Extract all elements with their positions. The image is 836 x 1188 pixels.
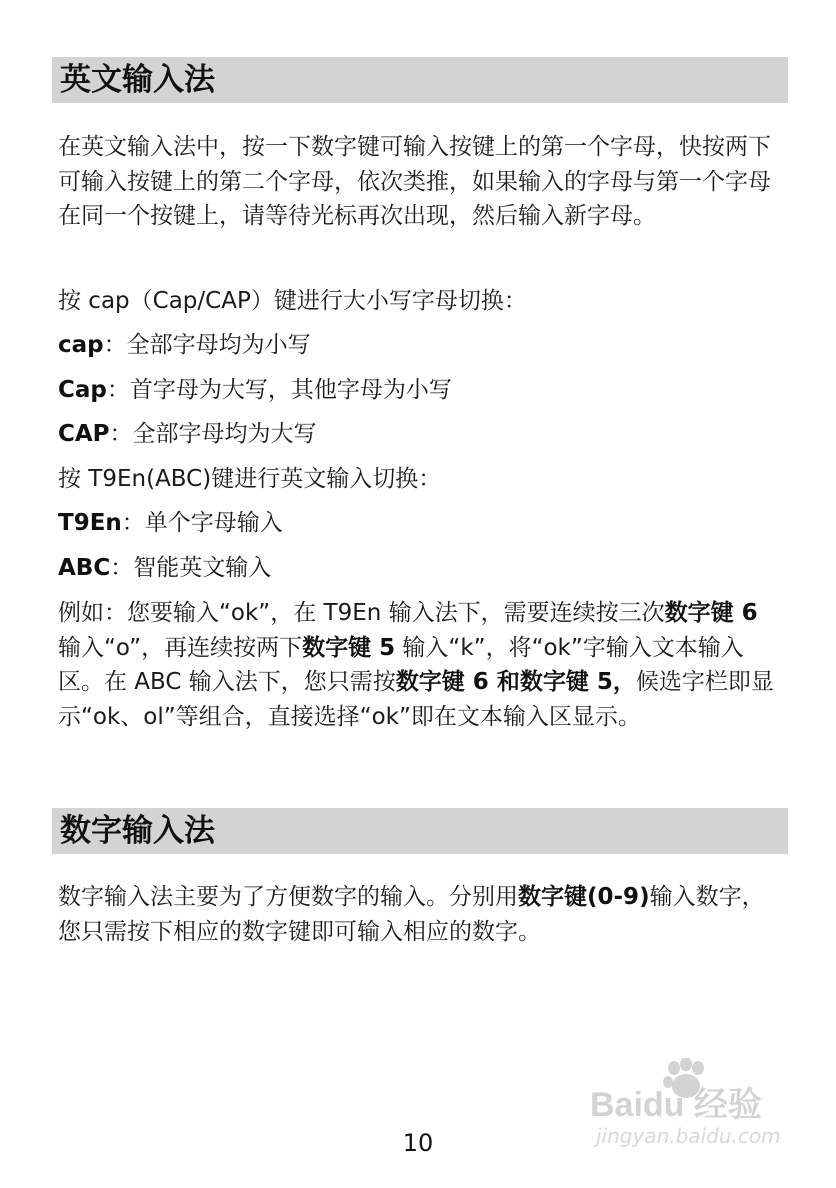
section-title: 数字输入法 [60,813,215,849]
mode-sep: ： [109,421,133,447]
example-paragraph [58,596,786,734]
mode-item-cap-first [58,375,452,405]
mode-sep: ： [121,510,145,536]
example-text: 例如：您要输入“ok”，在 T9En 输入法下，需要连续按三次 [58,600,665,626]
number-text: 输入数字，您只需按下相应的数字键即可输入相应的数字。 [58,884,765,945]
number-input-paragraph [58,880,786,949]
case-switch-line: 按 cap（Cap/CAP）键进行大小写字母切换： [58,288,527,314]
mode-item-cap-all [58,419,317,449]
mode-term: ABC [58,555,111,581]
intro-paragraph: 在英文输入法中，按一下数字键可输入按键上的第一个字母，快按两下可输入按键上的第二个字母，依次类推，如果输入的字母与第一个字母在同一个按键上，请等待光标再次出现，然后输入新字母。 [58,134,771,229]
example-key: 数字键 6 [664,600,758,626]
number-text: 数字输入法主要为了方便数字的输入。分别用 [58,884,518,910]
t9-mode-abc [58,553,271,583]
example-text: 输入“k”，将“ok”字输入文本输入区。在 ABC 输入法下，您只需按 [58,634,744,695]
watermark-logo-text: Baidu 经验 [590,1086,762,1122]
mode-desc: 单个字母输入 [144,510,283,536]
mode-desc: 全部字母均为小写 [126,332,311,358]
mode-term: Cap [58,377,107,403]
section-header-number-input [52,808,788,854]
example-text: 候选字栏即显示“ok、ol”等组合，直接选择“ok”即在文本输入区显示。 [58,669,774,730]
baidu-paw-logo [588,1058,798,1122]
example-text: 输入“o”，再连续按两下 [58,634,303,661]
mode-sep: ： [110,555,134,581]
section-header-english-input [52,57,788,103]
page-number: 10 [402,1129,434,1157]
t9-mode-t9en [58,508,283,538]
mode-term: cap [58,332,104,358]
example-key: 数字键 6 和数字键 5， [395,669,636,695]
mode-desc: 全部字母均为大写 [132,421,317,447]
mode-term: T9En [58,510,122,536]
t9-switch-line: 按 T9En(ABC)键进行英文输入切换： [58,466,442,492]
mode-term: CAP [58,421,110,447]
mode-desc: 首字母为大写，其他字母为小写 [129,377,452,403]
mode-desc: 智能英文输入 [133,555,272,581]
number-key: 数字键(0-9) [518,884,650,910]
watermark-url: jingyan.baidu.com [596,1124,781,1148]
mode-sep: ： [106,377,130,403]
example-key: 数字键 5 [302,634,396,661]
mode-sep: ： [103,332,127,358]
mode-item-cap [58,330,311,360]
section-title: 英文输入法 [60,62,215,98]
